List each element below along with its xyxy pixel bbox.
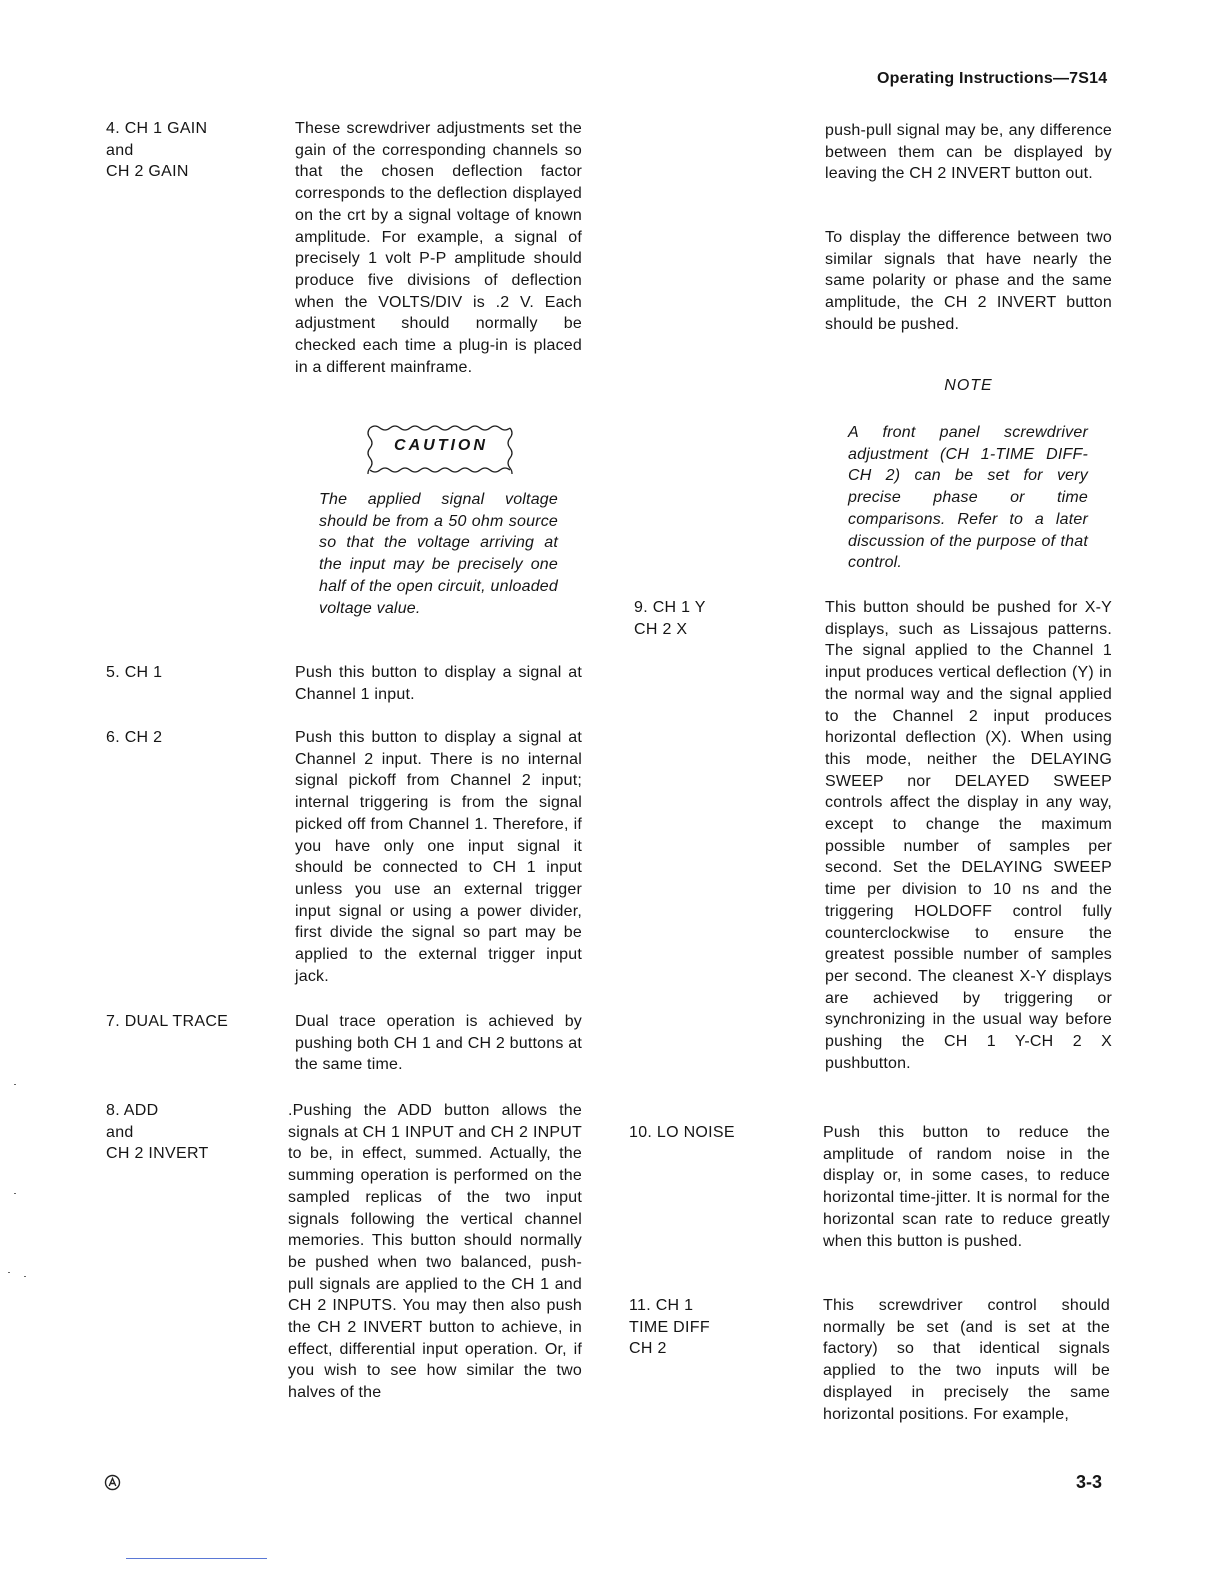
item-label-lo-noise: 10. LO NOISE <box>629 1124 735 1141</box>
scan-mark <box>14 1084 16 1085</box>
caution-text: The applied signal voltage should be from a 50 ohm source so that the voltage arriving at the input may be precisely one half of the open circuit, unloaded voltage value. <box>319 491 558 617</box>
item-text-ch1: Push this button to display a signal at Channel 1 input. <box>295 664 582 703</box>
scan-artifact-line <box>126 1558 267 1559</box>
item-label-add: 8. ADD and CH 2 INVERT <box>106 1102 209 1163</box>
item-text-xy: This button should be pushed for X-Y displays, such as Lissajous patterns. The signal applied to the Channel 1 input produces vertical deflection (Y) in the normal way and the signal applied to the Channel 2 input produces horizontal deflection (X). When using this mode, neither the DELAYING SWEEP nor DELAYED SWEEP controls affect the display in any way, except to change the maximum possible number of samples per second. Set the DELAYING SWEEP time per division to 10 ns and the triggering HOLDOFF control fully counterclockwise to ensure the greatest possible number of samples per second. The cleanest X-Y displays are achieved by triggering or synchronizing in the usual way before pushing the CH 1 Y-CH 2 X pushbutton. <box>825 599 1112 1072</box>
item-label-ch1: 5. CH 1 <box>106 664 163 681</box>
item-text-time-diff: This screwdriver control should normally be set (and is set at the factory) so that identical signals applied to the two inputs will be displayed in precisely the same horizontal positions. For example, <box>823 1297 1110 1423</box>
note-text: A front panel screwdriver adjustment (CH 1-TIME DIFF-CH 2) can be set for very precise phase or time comparisons. Refer to a later discussion of the purpose of that control. <box>848 424 1088 572</box>
item-label-xy: 9. CH 1 Y CH 2 X <box>634 599 706 638</box>
caution-label: CAUTION <box>394 437 488 454</box>
item-text-dual-trace: Dual trace operation is achieved by pushing both CH 1 and CH 2 buttons at the same time. <box>295 1013 582 1074</box>
circled-a-icon <box>104 1474 121 1491</box>
scan-mark <box>24 1276 26 1277</box>
caution-box <box>366 424 516 474</box>
item-text-lo-noise: Push this button to reduce the amplitude of random noise in the display or, in some cases, to reduce horizontal time-jitter. It is normal for the horizontal scan rate to reduce greatly when this button is pushed. <box>823 1124 1110 1250</box>
item-text-add: .Pushing the ADD button allows the signals at CH 1 INPUT and CH 2 INPUT to be, in effect, summed. Actually, the summing operation is performed on the sampled replicas of the two input signals following the vertical channel memories. This button should normally be pushed when two balanced, push-pull signals are applied to the CH 1 and CH 2 INPUTS. You may then also push the CH 2 INVERT button to achieve, in effect, differential input operation. Or, if you wish to see how similar the two halves of the <box>288 1102 582 1402</box>
scan-mark <box>14 1193 16 1194</box>
item-label-ch2: 6. CH 2 <box>106 729 163 746</box>
scan-mark <box>8 1272 10 1273</box>
running-header: Operating Instructions—7S14 <box>877 70 1108 87</box>
continued-paragraph-2: To display the difference between two similar signals that have nearly the same polarity or phase and the same amplitude, the CH 2 INVERT button should be pushed. <box>825 229 1112 333</box>
note-label: NOTE <box>944 377 993 394</box>
item-text-ch2: Push this button to display a signal at Channel 2 input. There is no internal signal pickoff from Channel 2 input; internal triggering is from the signal picked off from Channel 1. Therefore, if you have only one input signal it should be connected to CH 1 input unless you use an external trigger input signal or using a power divider, first divide the signal so part may be applied to the external trigger input jack. <box>295 729 582 985</box>
continued-paragraph-1: push-pull signal may be, any difference between them can be displayed by leaving the CH 2 INVERT button out. <box>825 122 1112 183</box>
item-text-ch-gain: These screwdriver adjustments set the gain of the corresponding channels so that the chosen deflection factor corresponds to the deflection displayed on the crt by a signal voltage of known amplitude. For example, a signal of precisely 1 volt P-P amplitude should produce five divisions of deflection when the VOLTS/DIV is .2 V. Each adjustment should normally be checked each time a plug-in is placed in a different mainframe. <box>295 120 582 376</box>
item-label-dual-trace: 7. DUAL TRACE <box>106 1013 229 1030</box>
page-number: 3-3 <box>1076 1472 1103 1492</box>
item-label-time-diff: 11. CH 1 TIME DIFF CH 2 <box>629 1297 710 1358</box>
item-label-ch-gain: 4. CH 1 GAIN and CH 2 GAIN <box>106 120 208 181</box>
